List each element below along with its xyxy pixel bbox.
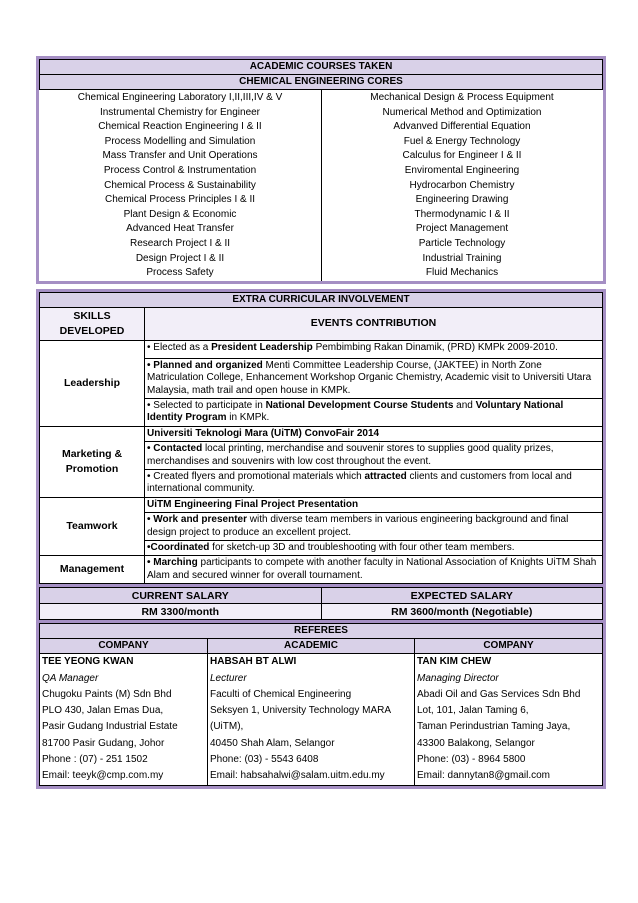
referee-detail: 40450 Shah Alam, Selangor — [210, 737, 335, 749]
referees-title: REFEREES — [40, 624, 603, 639]
referee-position: Lecturer — [210, 672, 247, 684]
core-item: Thermodynamic I & II — [414, 208, 510, 220]
referee-column-header: COMPANY — [40, 639, 208, 654]
referee-card — [40, 654, 208, 785]
event-heading: Universiti Teknologi Mara (UiTM) ConvoFair 2014 — [145, 426, 603, 441]
core-item: Process Control & Instrumentation — [103, 164, 257, 176]
referee-phone: Phone: (03) - 8964 5800 — [417, 754, 526, 765]
core-item: Fuel & Energy Technology — [403, 135, 521, 147]
referee-detail: Pasir Gudang Industrial Estate — [42, 721, 178, 733]
event-entry: • Selected to participate in National Development Course Students and Voluntary National Identity Program in KMPk. — [145, 398, 603, 426]
event-entry: • Created flyers and promotional materials which attracted clients and customers from local and international community. — [145, 469, 603, 497]
core-item: Mechanical Design & Process Equipment — [370, 92, 554, 103]
referee-position: Managing Director — [417, 672, 499, 684]
cores-subtitle: CHEMICAL ENGINEERING CORES — [40, 75, 603, 90]
events-column-header: EVENTS CONTRIBUTION — [145, 307, 603, 340]
referee-detail: Taman Perindustrian Taming Jaya, — [417, 721, 571, 733]
referee-card — [415, 654, 603, 785]
core-item: Mass Transfer and Unit Operations — [102, 150, 258, 162]
event-entry: • Elected as a President Leadership Pembimbing Rakan Dinamik, (PRD) KMPk 2009-2010. — [145, 340, 603, 358]
skill-teamwork: Teamwork — [40, 497, 145, 556]
core-item: Chemical Process Principles I & II — [104, 194, 256, 206]
event-entry: • Marching participants to compete with another faculty in National Association of Knights UiTM Shah Alam and secured winner for overall tournament. — [145, 556, 603, 584]
referee-detail: Seksyen 1, University Technology MARA — [210, 705, 392, 717]
event-entry: • Work and presenter with diverse team members in various engineering background and final design project to produce an excellent project. — [145, 513, 603, 541]
referee-detail: (UiTM), — [210, 721, 244, 733]
cores-left-column — [40, 90, 322, 281]
academic-section — [36, 56, 606, 284]
core-item: Fluid Mechanics — [425, 267, 499, 279]
referee-name: TAN KIM CHEW — [417, 656, 492, 668]
referee-detail: Faculti of Chemical Engineering — [210, 688, 352, 700]
core-item: Chemical Process & Sustainability — [104, 179, 256, 191]
core-item: Research Project I & II — [129, 237, 231, 249]
salary-section — [36, 587, 606, 623]
core-item: Advanved Differential Equation — [393, 121, 531, 133]
skill-marketing-promotion: Marketing & Promotion — [40, 426, 145, 497]
referee-email[interactable]: Email: habsahalwi@salam.uitm.edu.my — [210, 770, 385, 782]
core-item: Instrumental Chemistry for Engineer — [99, 106, 261, 118]
core-item: Design Project I & II — [135, 252, 225, 264]
referee-phone: Phone: (03) - 5543 6408 — [210, 754, 319, 765]
core-item: Calculus for Engineer I & II — [402, 150, 522, 162]
referee-name: HABSAH BT ALWI — [210, 656, 297, 668]
academic-title: ACADEMIC COURSES TAKEN — [40, 60, 603, 75]
referee-position: QA Manager — [42, 672, 99, 684]
referees-section — [36, 623, 606, 788]
skills-column-header: SKILLS DEVELOPED — [40, 307, 145, 340]
event-entry: •Coordinated for sketch-up 3D and troubleshooting with four other team members. — [145, 541, 603, 556]
expected-salary-value: RM 3600/month (Negotiable) — [321, 604, 603, 620]
referee-detail: 43300 Balakong, Selangor — [417, 737, 535, 749]
core-item: Project Management — [415, 223, 509, 235]
core-item: Enviromental Engineering — [404, 164, 520, 176]
extra-title: EXTRA CURRICULAR INVOLVEMENT — [40, 292, 603, 307]
referee-detail: 81700 Pasir Gudang, Johor — [42, 737, 165, 749]
core-item: Particle Technology — [418, 237, 506, 249]
core-item: Numerical Method and Optimization — [382, 106, 542, 118]
skill-management: Management — [40, 556, 145, 584]
referee-phone: Phone : (07) - 251 1502 — [42, 754, 148, 765]
core-item: Chemical Engineering Laboratory I,II,III,IV & V — [77, 92, 283, 103]
core-item: Chemical Reaction Engineering I & II — [98, 121, 262, 133]
referee-column-header: COMPANY — [415, 639, 603, 654]
core-item: Industrial Training — [422, 252, 502, 264]
referee-detail: Abadi Oil and Gas Services Sdn Bhd — [417, 688, 581, 700]
core-item: Process Modelling and Simulation — [104, 135, 256, 147]
core-item: Process Safety — [146, 267, 214, 279]
core-item: Engineering Drawing — [415, 194, 509, 206]
referee-name: TEE YEONG KWAN — [42, 656, 134, 668]
referee-detail: Chugoku Paints (M) Sdn Bhd — [42, 688, 172, 700]
extra-curricular-section — [36, 289, 606, 588]
core-item: Plant Design & Economic — [123, 208, 237, 220]
event-entry: • Planned and organized Menti Committee Leadership Course, (JAKTEE) in North Zone Matriculation College, Enhancement Workshop Organic Chemistry, Academic visit to Universiti Utara Malaysia, math trail and open house in KMPk. — [145, 358, 603, 398]
event-heading: UiTM Engineering Final Project Presentation — [145, 497, 603, 512]
cores-right-column — [321, 90, 603, 281]
core-item: Hydrocarbon Chemistry — [409, 179, 515, 191]
referee-column-header: ACADEMIC — [208, 639, 415, 654]
referee-detail: Lot, 101, Jalan Taming 6, — [417, 705, 529, 717]
event-entry: • Contacted local printing, merchandise and souvenir stores to supplies good quality prizes, merchandises and souvenirs with low cost throughout the event. — [145, 442, 603, 470]
current-salary-value: RM 3300/month — [40, 604, 322, 620]
referee-email[interactable]: Email: teeyk@cmp.com.my — [42, 770, 164, 782]
referee-detail: PLO 430, Jalan Emas Dua, — [42, 705, 164, 717]
resume-page — [36, 56, 606, 789]
referee-card — [208, 654, 415, 785]
core-item: Advanced Heat Transfer — [126, 223, 234, 235]
current-salary-label: CURRENT SALARY — [40, 588, 322, 604]
referee-email[interactable]: Email: dannytan8@gmail.com — [417, 770, 550, 782]
expected-salary-label: EXPECTED SALARY — [321, 588, 603, 604]
skill-leadership: Leadership — [40, 340, 145, 426]
